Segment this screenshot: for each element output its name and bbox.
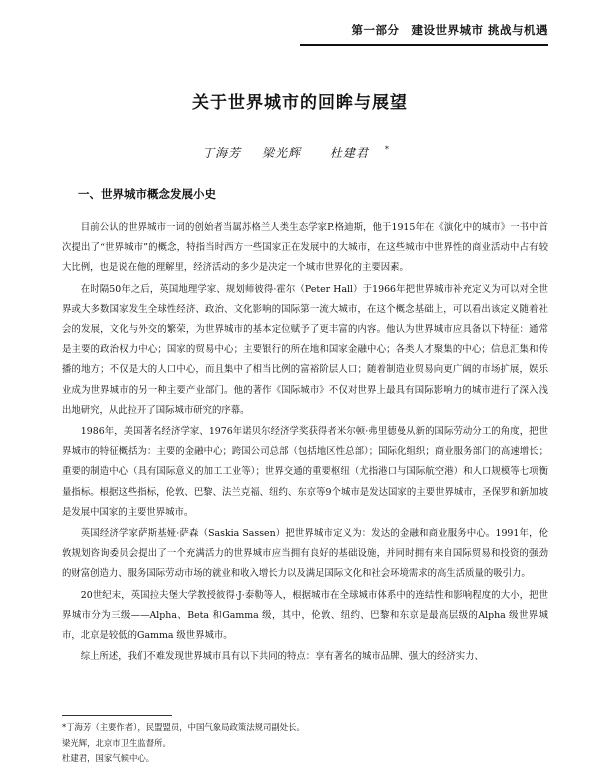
paragraph: 在时隔50年之后，英国地理学家、规划师彼得·霍尔（Peter Hall）于1966年把世界城市补充定义为可以对全世界或大多数国家发生全球性经济、政治、文化影响的国际第一流大城市，在这个概念基础上，可以看出该定义随着社会的发展，文化与外交的繁荣，为世界城市的基本定位赋予了更丰富的内容。他认为世界城市应具备以下特征：通常是主要的政治权力中心；国家的贸易中心；主要银行的所在地和国家金融中心；各类人才聚集的中心；信息汇集和传播的地方；不仅是大的人口中心，而且集中了相当比例的富裕阶层人口；随着制造业贸易向更广阔的市场扩展，娱乐业成为世界城市的另一种主要产业部门。他的著作《国际城市》不仅对世界上最具有国际影响力的城市进行了深入浅出地研究，从此拉开了国际城市研究的序幕。 — [62, 283, 548, 416]
paragraph: 1986年，美国著名经济学家、1976年诺贝尔经济学奖获得者米尔顿·弗里德曼从新的国际劳动分工的角度，把世界城市的特征概括为：主要的金融中心；跨国公司总部（包括地区性总部）；国际化组织；商业服务部门的高速增长；重要的制造中心（具有国际意义的加工工业等）；世界交通的重要枢纽（尤指港口与国际航空港）和人口规模等七项衡量指标。根据这些指标，伦敦、巴黎、法兰克福、纽约、东京等9个城市是发达国家的主要世界城市，圣保罗和新加坡是发展中国家的主要世界城市。 — [62, 426, 548, 518]
footnotes — [62, 720, 548, 767]
footnote: *丁海芳（主要作者），民盟盟员，中国气象局政策法规司副处长。 — [62, 722, 305, 732]
author-line — [0, 144, 600, 161]
header-rule — [300, 44, 548, 46]
author-name: 杜建君 * — [329, 145, 390, 160]
footnote: 梁光辉，北京市卫生监督所。 — [62, 737, 171, 748]
paragraph: 目前公认的世界城市一词的创始者当属苏格兰人类生态学家P.格迪斯，他于1915年在《演化中的城市》一书中首次提出了“世界城市”的概念，特指当时西方一些国家正在发展中的大城市，在这些城市中世界性的商业活动中占有较大比例，也是说在他的理解里，经济活动的多少是决定一个城市世界化的主要因素。 — [62, 222, 548, 274]
author-name: 丁海芳 — [202, 146, 242, 160]
paragraph: 英国经济学家萨斯基娅·萨森（Saskia Sassen）把世界城市定义为：发达的金融和商业服务中心。1991年，伦敦规划咨询委员会提出了一个充满活力的世界城市应当拥有良好的基础设施，并同时拥有来自国际贸易和投资的强劲的财富创造力、服务国际劳动市场的就业和收入增长力以及满足国际文化和社会环境需求的高生活质量的吸引力。 — [62, 528, 548, 580]
article-body — [62, 218, 548, 667]
paragraph: 综上所述，我们不难发现世界城市具有以下共同的特点：享有著名的城市品牌、强大的经济实力、 — [80, 651, 484, 663]
running-header: 第一部分 建设世界城市 挑战与机遇 — [351, 23, 548, 37]
article-title: 关于世界城市的回眸与展望 — [192, 93, 408, 113]
footnote-rule — [62, 715, 172, 716]
section-heading: 一、世界城市概念发展小史 — [78, 187, 216, 201]
paragraph: 20世纪末，英国拉夫堡大学教授彼得·J·泰勒等人，根据城市在全球城市体系中的连结性和影响程度的大小，把世界城市分为三级——Alpha、Beta 和Gamma 级，其中，伦敦、纽约、巴黎和东京是最高层级的Alpha 级世界城市，北京是较低的Gamma 级世界城市。 — [62, 589, 548, 642]
author-name: 梁光辉 — [261, 146, 301, 160]
footnote-marker: * — [384, 145, 390, 154]
footnote: 杜建君，国家气候中心。 — [62, 753, 155, 763]
